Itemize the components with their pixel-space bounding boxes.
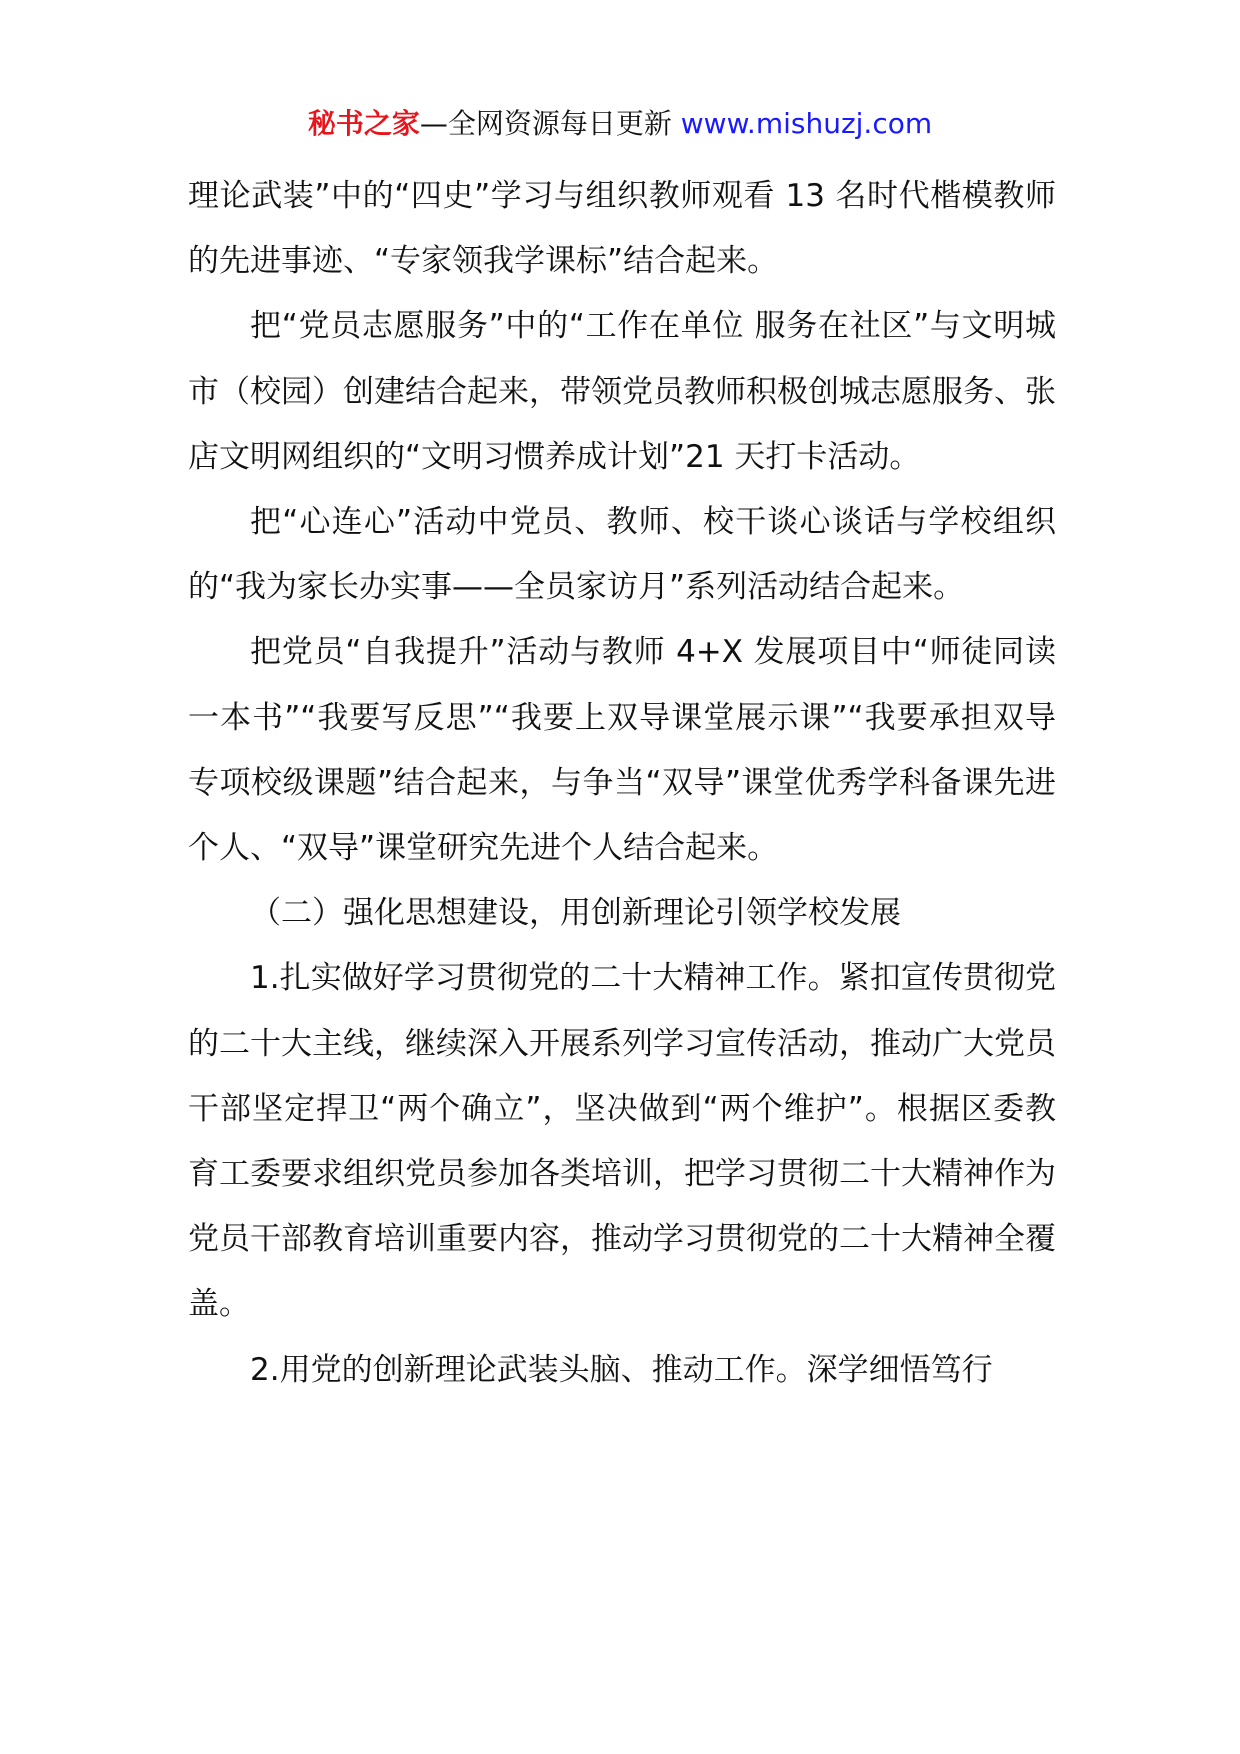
page-header: [0, 104, 1240, 144]
header-tagline: —全网资源每日更新: [419, 107, 681, 140]
section-heading-2: （二）强化思想建设，用创新理论引领学校发展: [250, 895, 901, 932]
paragraph-item-2: 2.用党的创新理论武装头脑、推动工作。深学细悟笃行: [250, 1351, 993, 1388]
paragraph-4: 把党员“自我提升”活动与教师 4+X 发展项目中“师徒同读一本书”“我要写反思”“我要上双导课堂展示课”“我要承担双导专项校级课题”结合起来，与争当“双导”课堂优秀学科备课先进个人、“双导”课堂研究先进个人结合起来。: [188, 634, 1056, 867]
paragraph-1: 理论武装”中的“四史”学习与组织教师观看 13 名时代楷模教师的先进事迹、“专家领我学课标”结合起来。: [188, 178, 1056, 280]
paragraph-2: 把“党员志愿服务”中的“工作在单位 服务在社区”与文明城市（校园）创建结合起来，带领党员教师积极创城志愿服务、张店文明网组织的“文明习惯养成计划”21 天打卡活动。: [188, 308, 1056, 475]
document-body: [188, 164, 1056, 1403]
brand-name: 秘书之家: [307, 107, 420, 140]
site-url-link[interactable]: www.mishuzj.com: [680, 107, 933, 140]
paragraph-item-1: 1.扎实做好学习贯彻党的二十大精神工作。紧扣宣传贯彻党的二十大主线，继续深入开展系列学习宣传活动，推动广大党员干部坚定捍卫“两个确立”，坚决做到“两个维护”。根据区委教育工委要求组织党员参加各类培训，把学习贯彻二十大精神作为党员干部教育培训重要内容，推动学习贯彻党的二十大精神全覆盖。: [188, 960, 1056, 1323]
paragraph-3: 把“心连心”活动中党员、教师、校干谈心谈话与学校组织的“我为家长办实事——全员家访月”系列活动结合起来。: [188, 504, 1056, 606]
